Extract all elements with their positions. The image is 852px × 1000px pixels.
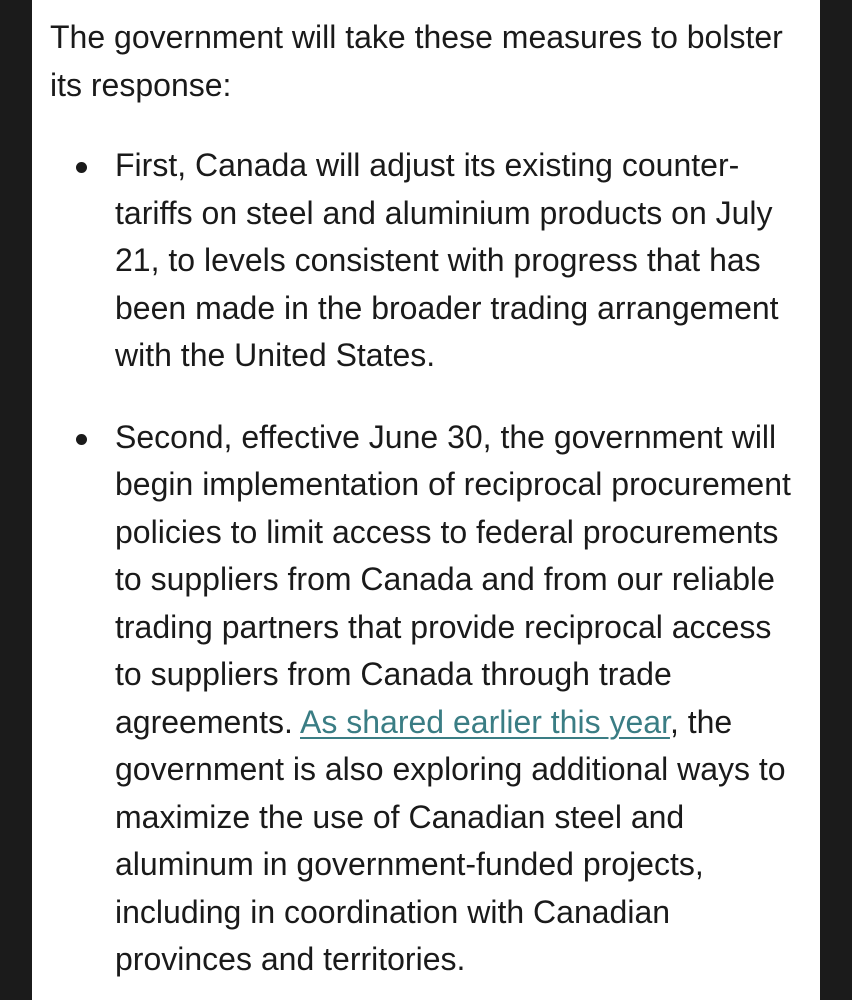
list-item-text: First, Canada will adjust its existing counter-tariffs on steel and aluminium products on July 21, to levels consistent with progress that has been made in the broader trading arrangement with the United States. [115, 147, 779, 373]
bullet-icon [76, 162, 87, 173]
list-item [50, 142, 820, 380]
bullet-icon [76, 434, 87, 445]
list-item-text-after: , the government is also exploring additional ways to maximize the use of Canadian steel and aluminum in government-funded projects, including in coordination with Canadian provinces and territories. [115, 703, 786, 977]
list-item-text-before: Second, effective June 30, the government will begin implementation of reciprocal procurement policies to limit access to federal procurements to suppliers from Canada and from our reliable trading partners that provide reciprocal access to suppliers from Canada through trade agreements. [115, 418, 791, 740]
measures-list [50, 142, 820, 984]
shared-earlier-link[interactable]: As shared earlier this year [300, 703, 670, 740]
list-item-text [115, 414, 805, 984]
list-item [50, 414, 820, 984]
intro-paragraph: The government will take these measures to bolster its response: [50, 19, 783, 103]
document-page [32, 0, 820, 1000]
